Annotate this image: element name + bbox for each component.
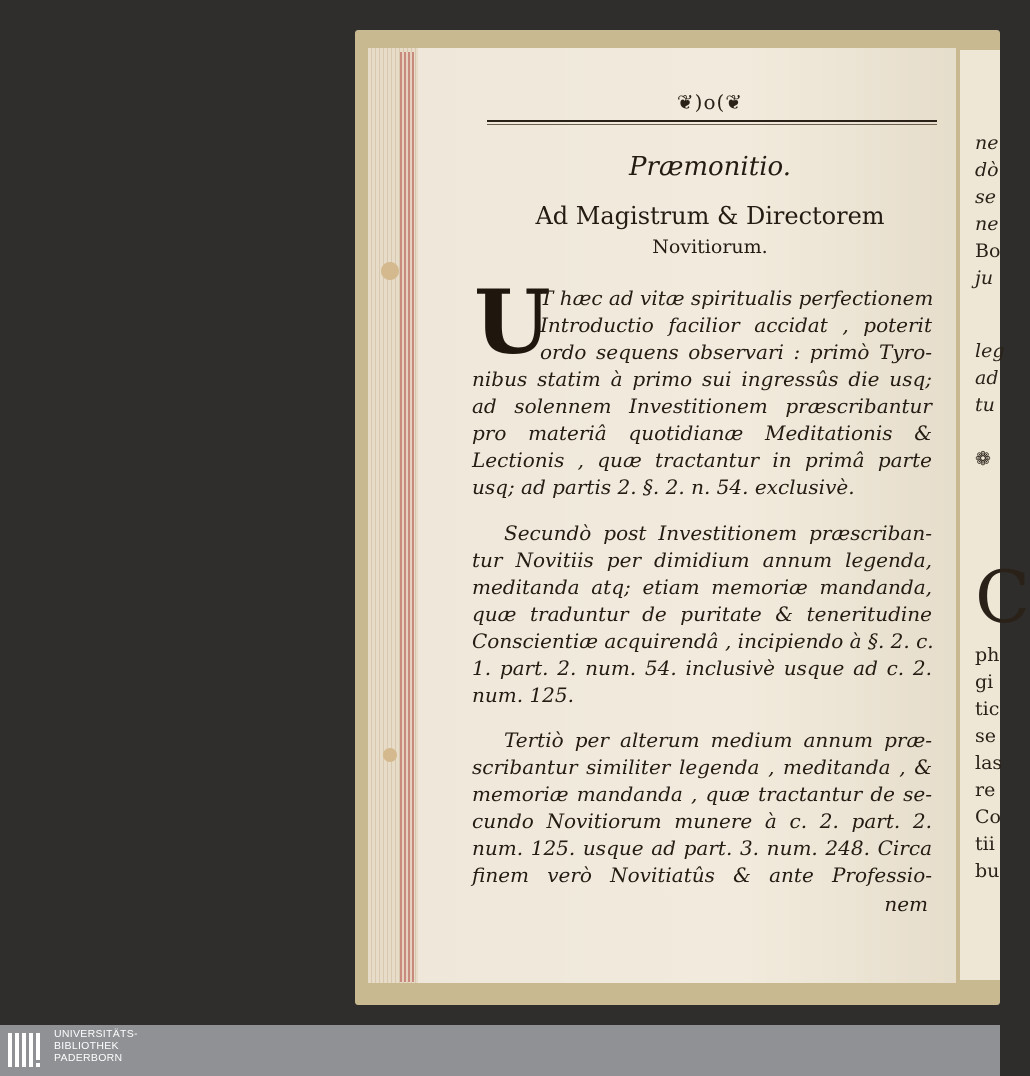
right-fragment: ju [975,267,994,289]
logo-line-2: BIBLIOTHEK [54,1040,119,1052]
logo-line-1: UNIVERSITÄTS- [54,1028,138,1040]
right-fragment: leg [975,340,1005,362]
right-fragment: ad [975,367,999,389]
text-line: meditanda atq; etiam memoriæ mandanda, [472,575,932,599]
paragraph-1 [472,285,932,501]
right-fragment: tic [975,698,1000,720]
right-fragment: se [975,186,996,208]
binding-hole [381,262,399,280]
text-line: 1. part. 2. num. 54. inclusivè usque ad c. 2. [472,656,932,680]
binding-hole [383,748,397,762]
page-subtitle: Ad Magistrum & Directorem [535,202,885,230]
text-line: memoriæ mandanda , quæ tractantur de se- [472,782,932,806]
red-page-edges [400,52,414,982]
text-line: Conscientiæ acquirendâ , incipiendo à §. 2. c. [472,629,934,653]
text-line: quæ traduntur de puritate & teneritudine [472,602,932,626]
right-fragment: ph [975,644,1000,666]
right-fragment: dò [975,159,999,181]
text-line: Lectionis , quæ tractantur in primâ parte [472,448,932,472]
drop-cap: U [474,270,551,374]
text-line: Introductio facilior accidat , poterit [540,313,932,337]
logo-line-3: PADERBORN [54,1052,123,1064]
page-title: Præmonitio. [629,152,791,182]
text-line: Secundò post Investitionem præscriban- [504,521,932,545]
page-edges [368,48,423,983]
text-line: num. 125. [472,683,574,707]
right-fragment: ne [975,132,999,154]
right-dropcap: C [975,555,1030,639]
library-logo-text [54,1028,138,1064]
text-line: Tertiò per alterum medium annum præ- [504,728,932,752]
catchword: nem [884,892,928,916]
header-ornament: ❦)o(❦ [676,90,744,114]
text-line: scribantur similiter legenda , meditanda , & [472,755,932,779]
right-fragment: Bo [975,240,1001,262]
right-fragment: bu [975,860,1000,882]
header-rule [487,124,937,125]
text-line: pro materiâ quotidianæ Meditationis & [472,421,932,445]
text-line: num. 125. usque ad part. 3. num. 248. Circa [472,836,932,860]
right-page [960,50,1030,980]
text-line: usq; ad partis 2. §. 2. n. 54. exclusivè. [472,475,855,499]
right-fragment: re [975,779,996,801]
paragraph-2 [472,520,932,709]
text-line: ordo sequens observari : primò Tyro- [540,340,932,364]
right-fragment: las [975,752,1003,774]
page-subtitle-2: Novitiorum. [652,236,768,258]
right-fragment: tu [975,394,995,416]
header-rule [487,120,937,122]
library-logo-icon [6,1029,48,1073]
text-line: nibus statim à primo sui ingressûs die usq; [472,367,932,391]
right-fragment: gi [975,671,994,693]
footer-bar [0,1025,1000,1076]
right-fragment: ne [975,213,999,235]
paragraph-3 [472,727,932,889]
text-line: T hæc ad vitæ spiritualis perfectionem [540,286,934,310]
right-ornament: ❁ [975,448,991,470]
right-fragment: se [975,725,996,747]
right-fragment: Co [975,806,1001,828]
right-fragment: tii [975,833,995,855]
text-line: finem verò Novitiatûs & ante Professio- [472,863,932,887]
text-line: ad solennem Investitionem præscribantur [472,394,932,418]
text-line: cundo Novitiorum munere à c. 2. part. 2. [472,809,932,833]
text-line: tur Novitiis per dimidium annum legenda, [472,548,932,572]
